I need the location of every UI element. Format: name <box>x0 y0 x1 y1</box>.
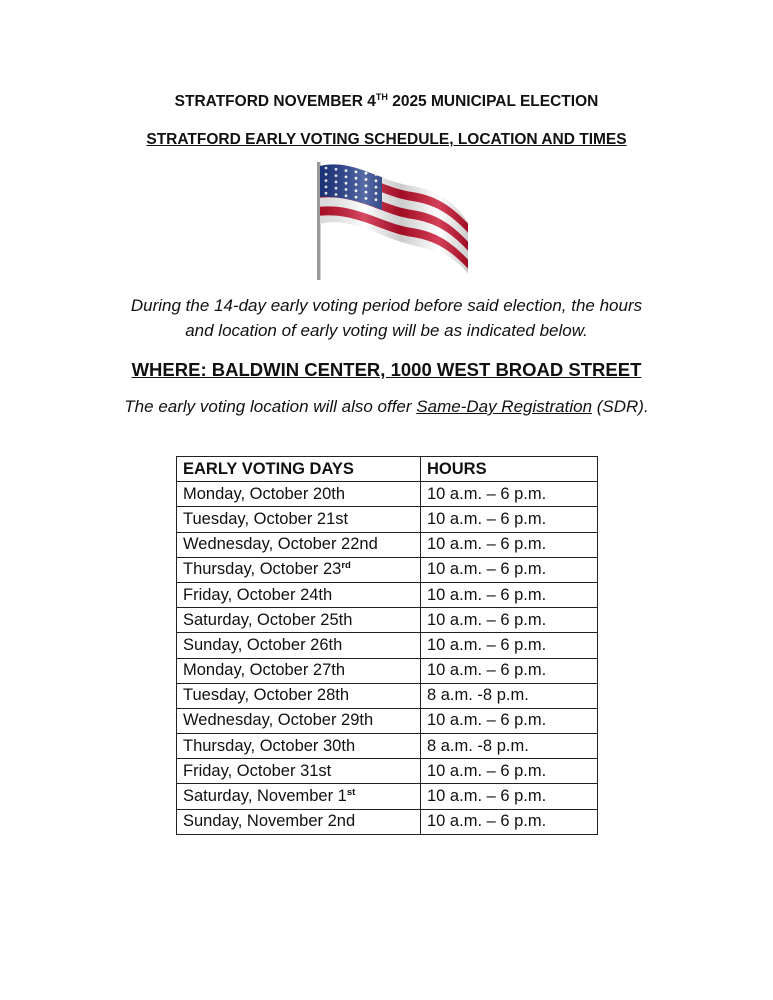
table-row <box>177 809 598 834</box>
hours-cell: 8 a.m. -8 p.m. <box>421 683 598 708</box>
hours-cell: 10 a.m. – 6 p.m. <box>421 482 598 507</box>
header-days: EARLY VOTING DAYS <box>177 457 421 482</box>
american-flag-icon <box>312 160 472 282</box>
table-row <box>177 608 598 633</box>
table-header-row <box>177 457 598 482</box>
day-cell <box>177 784 421 809</box>
sdr-text-post: (SDR). <box>592 397 649 416</box>
table-row <box>177 759 598 784</box>
page-title <box>0 92 773 111</box>
day-text: Monday, October 20th <box>183 484 346 503</box>
day-text: Sunday, November 2nd <box>183 812 356 831</box>
table-row <box>177 633 598 658</box>
day-cell <box>177 809 421 834</box>
flag-stripe <box>312 260 472 282</box>
location-heading: WHERE: BALDWIN CENTER, 1000 WEST BROAD STREET <box>131 359 642 380</box>
hours-cell: 10 a.m. – 6 p.m. <box>421 582 598 607</box>
day-text: Tuesday, October 28th <box>183 686 350 705</box>
table-row <box>177 658 598 683</box>
day-cell <box>177 658 421 683</box>
day-cell <box>177 708 421 733</box>
day-cell <box>177 759 421 784</box>
intro-paragraph <box>0 294 773 343</box>
day-superscript: rd <box>341 560 351 572</box>
hours-cell: 10 a.m. – 6 p.m. <box>421 658 598 683</box>
table-row <box>177 734 598 759</box>
sdr-note <box>0 397 773 417</box>
intro-line-1: During the 14-day early voting period before said election, the hours <box>130 296 643 315</box>
day-text: Wednesday, October 29th <box>183 711 374 730</box>
hours-cell: 10 a.m. – 6 p.m. <box>421 507 598 532</box>
day-cell <box>177 557 421 582</box>
day-text: Monday, October 27th <box>183 661 346 680</box>
sdr-link: Same-Day Registration <box>416 397 593 416</box>
flag-pole <box>317 162 321 280</box>
hours-cell: 10 a.m. – 6 p.m. <box>421 608 598 633</box>
day-text: Friday, October 24th <box>183 585 333 604</box>
table-row <box>177 784 598 809</box>
day-cell <box>177 532 421 557</box>
sdr-text-pre: The early voting location will also offer <box>124 397 417 416</box>
day-text: Tuesday, October 21st <box>183 509 349 528</box>
table-row <box>177 532 598 557</box>
table-row <box>177 557 598 582</box>
table-row <box>177 482 598 507</box>
title-superscript: TH <box>375 92 388 102</box>
header-hours: HOURS <box>421 457 598 482</box>
day-cell <box>177 608 421 633</box>
hours-cell: 10 a.m. – 6 p.m. <box>421 557 598 582</box>
hours-cell: 10 a.m. – 6 p.m. <box>421 633 598 658</box>
day-cell <box>177 683 421 708</box>
day-text: Friday, October 31st <box>183 761 332 780</box>
table-row <box>177 683 598 708</box>
table-row <box>177 507 598 532</box>
schedule-table <box>176 456 598 835</box>
day-superscript: st <box>346 787 356 799</box>
intro-line-2: and location of early voting will be as indicated below. <box>185 320 588 340</box>
day-cell <box>177 582 421 607</box>
page-subtitle: STRATFORD EARLY VOTING SCHEDULE, LOCATION AND TIMES <box>146 131 627 148</box>
day-text: Thursday, October 23 <box>183 560 342 579</box>
hours-cell: 10 a.m. – 6 p.m. <box>421 759 598 784</box>
hours-cell: 10 a.m. – 6 p.m. <box>421 809 598 834</box>
day-text: Thursday, October 30th <box>183 736 356 755</box>
day-cell <box>177 482 421 507</box>
day-text: Saturday, November 1 <box>183 787 347 806</box>
hours-cell: 10 a.m. – 6 p.m. <box>421 708 598 733</box>
day-text: Wednesday, October 22nd <box>183 535 378 554</box>
table-row <box>177 708 598 733</box>
hours-cell: 8 a.m. -8 p.m. <box>421 734 598 759</box>
day-text: Saturday, October 25th <box>183 610 353 629</box>
day-text: Sunday, October 26th <box>183 635 343 654</box>
day-cell <box>177 734 421 759</box>
table-row <box>177 582 598 607</box>
hours-cell: 10 a.m. – 6 p.m. <box>421 532 598 557</box>
hours-cell: 10 a.m. – 6 p.m. <box>421 784 598 809</box>
day-cell <box>177 633 421 658</box>
title-text-end: 2025 MUNICIPAL ELECTION <box>387 93 599 110</box>
day-cell <box>177 507 421 532</box>
title-text: STRATFORD NOVEMBER 4 <box>174 93 376 110</box>
